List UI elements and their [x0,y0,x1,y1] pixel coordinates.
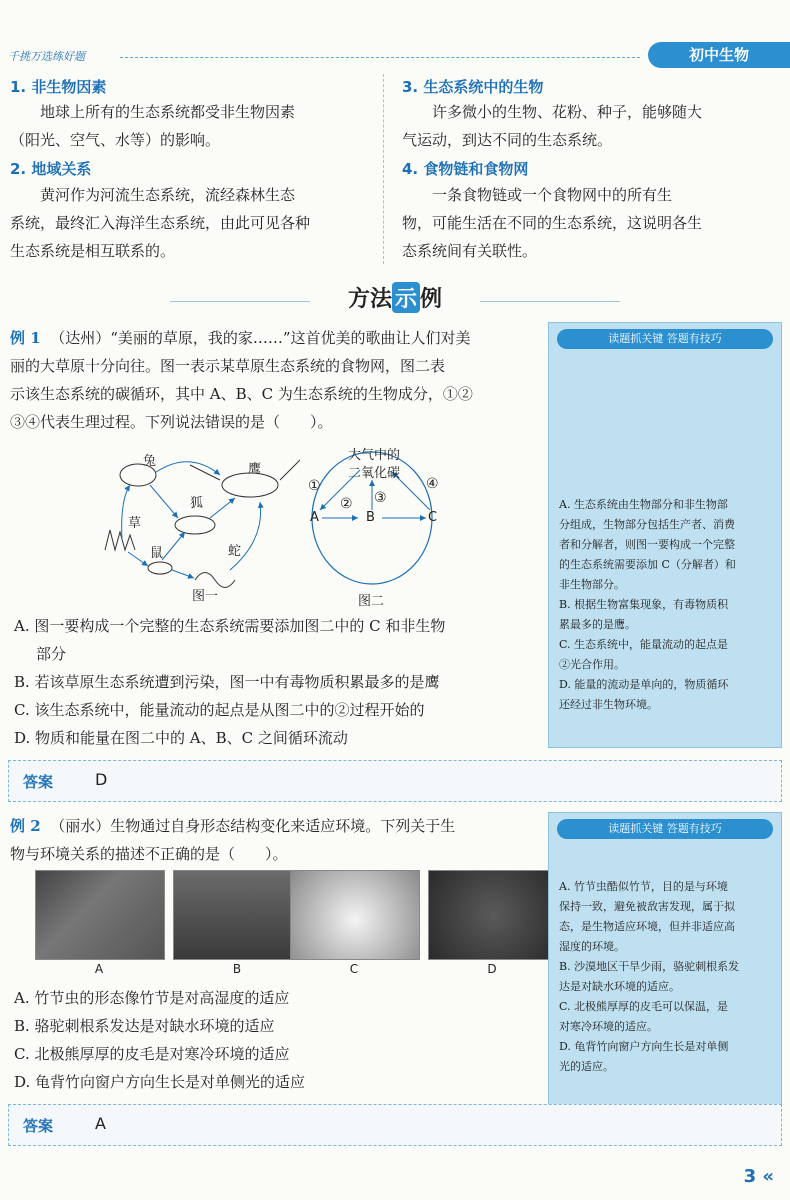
photo-label-c: C [349,962,359,976]
photo-monstera [428,870,558,960]
fig2-node-b: B [366,510,375,525]
photo-label-a: A [94,962,104,976]
header-divider [120,57,640,58]
section-2-line: 黄河作为河流生态系统，流经森林生态 [40,186,296,204]
label-grass: 草 [128,516,142,531]
section-4-line: 态系统间有关联性。 [402,242,538,260]
photo-label-b: B [232,962,242,976]
fig2-process-2: ② [340,496,353,512]
section-3-line: 许多微小的生物、花粉、种子，能够随大 [432,103,703,121]
hint-box-text [559,495,775,715]
fig2-node-c: C [428,510,438,525]
method-line-left [170,301,310,302]
method-heading-pre: 方法 [347,286,392,312]
hint-box-header: 读题抓关键 答题有技巧 [557,329,773,349]
hint-line: 达是对缺水环境的适应。 [559,980,680,993]
example-2-answer-box [8,1104,782,1146]
hint-line: 保持一致，避免被敌害发现，属于拟 [559,900,735,913]
label-mouse: 鼠 [150,546,164,561]
example-1-line: ③④代表生理过程。下列说法错误的是（ ）。 [10,413,333,431]
header-series-title: 千挑万选练好题 [8,50,85,63]
label-snake: 蛇 [228,544,242,559]
fig2-process-3: ③ [374,490,387,506]
hint-line: C. 生态系统中，能量流动的起点是 [559,638,729,651]
photo-polar-bear [290,870,420,960]
hint-line: D. 龟背竹向窗户方向生长是对单侧 [559,1040,729,1053]
example-1-label: 例 1 [10,329,41,347]
section-2-title: 2. 地域关系 [10,160,92,178]
hint-line: 的生态系统需要添加 C（分解者）和 [559,558,736,571]
hint-line: 对寒冷环境的适应。 [559,1020,658,1033]
label-fox: 狐 [190,496,204,511]
option-c: C. 北极熊厚厚的皮毛是对寒冷环境的适应 [14,1045,290,1063]
example-1-line: 示该生态系统的碳循环，其中 A、B、C 为生态系统的生物成分，①② [10,385,473,403]
option-b: B. 骆驼刺根系发达是对缺水环境的适应 [14,1017,275,1035]
section-4-body [402,181,782,265]
method-line-right [480,301,620,302]
section-1-line: （阳光、空气、水等）的影响。 [10,131,221,149]
figure-1-caption: 图一 [192,589,219,604]
option-d: D. 物质和能量在图二中的 A、B、C 之间循环流动 [14,729,348,747]
section-2-body [10,181,382,265]
section-2-line: 系统，最终汇入海洋生态系统，由此可见各种 [10,214,311,232]
fig2-node-a: A [310,510,319,525]
hint-box-header: 读题抓关键 答题有技巧 [557,819,773,839]
option-c: C. 该生态系统中，能量流动的起点是从图二中的②过程开始的 [14,701,425,719]
option-d: D. 龟背竹向窗户方向生长是对单侧光的适应 [14,1073,306,1091]
method-heading-highlight: 示 [392,282,420,313]
example-2-line: 物与环境关系的描述不正确的是（ ）。 [10,845,288,863]
example-2-stem [10,812,540,868]
section-3-body [402,98,782,154]
example-1-line: 丽的大草原十分向往。图一表示某草原生态系统的食物网，图二表 [10,357,446,375]
option-a-cont: 部分 [36,645,67,663]
hint-line: A. 生态系统由生物部分和非生物部 [559,498,728,511]
section-2-line: 生态系统是相互联系的。 [10,242,176,260]
hint-line: 非生物部分。 [559,578,625,591]
example-1-stem [10,324,540,436]
example-1-line: （达州）“美丽的草原，我的家……”这首优美的歌曲让人们对美 [50,329,471,347]
hint-line: 累最多的是鹰。 [559,618,636,631]
fig2-top-line1: 大气中的 [347,448,400,463]
section-1-body [10,98,380,154]
fox-icon [175,516,215,534]
hint-line: 光的适应。 [559,1060,614,1073]
method-heading-post: 例 [420,286,443,312]
hint-line: 还经过非生物环境。 [559,698,658,711]
example-1-hint-box [548,322,782,748]
option-a: A. 图一要构成一个完整的生态系统需要添加图二中的 C 和非生物 [14,617,446,635]
photo-label-d: D [487,962,497,976]
hint-box-text [559,877,775,1077]
example-1-options [14,612,544,752]
hint-line: 分组成，生物部分包括生产者、消费 [559,518,735,531]
label-hawk: 鹰 [248,462,262,477]
section-1-title: 1. 非生物因素 [10,78,107,96]
section-3-line: 气运动，到达不同的生态系统。 [402,131,613,149]
example-2-options [14,984,544,1096]
hint-line: ②光合作用。 [559,658,625,671]
hint-line: D. 能量的流动是单向的，物质循环 [559,678,729,691]
fig2-top-line2: 二氧化碳 [347,466,400,481]
grass-icon [105,530,135,550]
hint-line: 者和分解者，则图一要构成一个完整 [559,538,735,551]
page-number: 3 « [743,1166,774,1187]
answer-value: D [95,770,108,789]
example-1-answer-box [8,760,782,802]
hint-line: 态，是生物适应环境，但并非适应高 [559,920,735,933]
section-4-line: 一条食物链或一个食物网中的所有生 [432,186,673,204]
label-rabbit: 兔 [143,454,157,469]
hint-line: B. 沙漠地区干旱少雨，骆驼刺根系发 [559,960,740,973]
example-2-label: 例 2 [10,817,41,835]
section-3-title: 3. 生态系统中的生物 [402,78,544,96]
photo-stick-insect [35,870,165,960]
mouse-icon [148,562,172,574]
column-divider [383,74,384,264]
answer-value: A [95,1114,106,1133]
example-2-hint-box [548,812,782,1114]
hint-line: C. 北极熊厚厚的皮毛可以保温，是 [559,1000,729,1013]
fig2-process-4: ④ [426,476,439,492]
method-heading [290,282,500,320]
section-1-line: 地球上所有的生态系统都受非生物因素 [40,103,296,121]
hint-line: A. 竹节虫酷似竹节，目的是与环境 [559,880,728,893]
example-2-line: （丽水）生物通过自身形态结构变化来适应环境。下列关于生 [50,817,456,835]
section-4-line: 物，可能生活在不同的生态系统，这说明各生 [402,214,703,232]
option-b: B. 若该草原生态系统遭到污染，图一中有毒物质积累最多的是鹰 [14,673,440,691]
hint-line: B. 根据生物富集现象，有毒物质积 [559,598,729,611]
hint-line: 湿度的环境。 [559,940,625,953]
answer-label: 答案 [23,1117,54,1135]
answer-label: 答案 [23,773,54,791]
section-4-title: 4. 食物链和食物网 [402,160,529,178]
photo-camelthorn-roots [173,870,303,960]
option-a: A. 竹节虫的形态像竹节是对高湿度的适应 [14,989,290,1007]
figure-2-caption: 图二 [358,594,385,609]
header-subject-tab: 初中生物 [648,42,790,68]
fig2-process-1: ① [308,478,321,494]
